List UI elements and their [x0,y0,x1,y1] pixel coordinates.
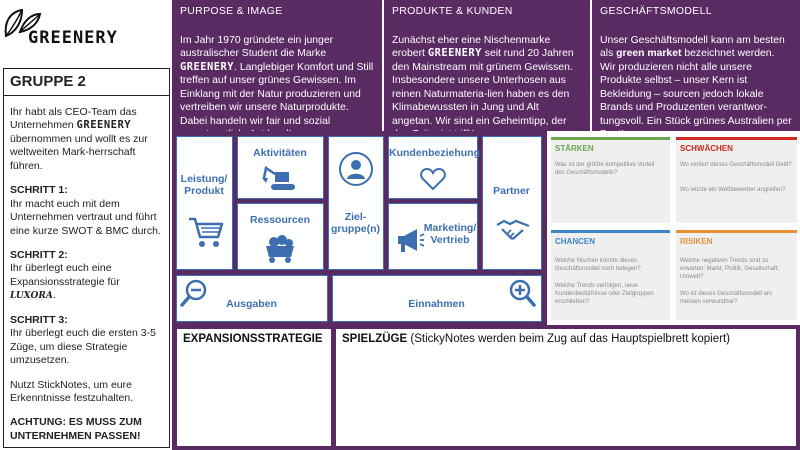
swot-schwaechen-title: SCHWÄCHEN [680,144,733,153]
geschaeft-panel [592,0,800,131]
warning-text: ACHTUNG: ES MUSS ZUM UNTERNEHMEN PASSEN! [10,416,142,443]
purpose-text: Im Jahr 1970 gründete ein junger australischer Student die Marke GREENERY. Langlebiger Komfort und Still treffen auf unser grünes Gewissen. Im Einklang mit der Natur produzieren und vertreiben wir unsere Naturprodukte. Dabei handeln wir fair und sozial [180,35,374,127]
bmc-aktivitaeten-cell[interactable] [237,136,324,199]
excavator-icon [262,164,298,192]
bmc-einnahmen-label: Einnahmen [408,298,465,310]
swot-chancen-title: CHANCEN [555,237,595,246]
bmc-leistung-label: Leistung/ Produkt [180,173,228,198]
bmc-kundenbeziehung-cell[interactable] [388,136,478,199]
swot-chancen-question-1: Welche Nischen könnte dieses Geschäftsmodell noch belegen? [555,258,641,272]
shopping-cart-icon [187,215,225,249]
sticknotes-hint: Nutzt StickNotes, um eure Erkenntnisse festzuhalten. [10,378,134,404]
swot-risiken-question-2: Wo ist dieses Geschäftsmodell am meisten verwundbar? [680,291,772,305]
expansionsstrategie-box[interactable] [177,329,331,446]
bmc-partner-label: Partner [493,185,530,197]
bmc-ausgaben-label: Ausgaben [226,298,277,310]
swot-staerken-title: STÄRKEN [555,144,594,153]
group-title: GRUPPE 2 [4,73,169,96]
swot-chancen-question-2: Welche Trends verfolgen, neue Kundenbedürfnisse oder Zielgruppen erschließen? [555,283,654,305]
bmc-ressourcen-label: Ressourcen [249,214,311,226]
bmc-marketing-cell[interactable] [388,203,478,270]
purpose-heading: PURPOSE & IMAGE [180,5,283,17]
handshake-icon [496,217,530,243]
mine-cart-icon [262,234,298,264]
purpose-panel [172,0,383,131]
swot-staerken-box[interactable] [551,137,670,223]
heart-icon [420,167,446,191]
bmc-aktivitaeten-label: Aktivitäten [253,147,307,159]
swot-schwaechen-box[interactable] [676,137,797,223]
group-intro: Ihr habt als CEO-Team das Unternehmen GREENERY übernommen und wollt es zur weltweiten Mark-herrschaft führen. [10,106,148,172]
swot-risiken-question-1: Welche negativen Trends sind zu erwarten: Markt, Politik, Gesellschaft, Umwelt? [680,258,780,280]
swot-chancen-box[interactable] [551,230,670,320]
step-1: SCHRITT 1: Ihr macht euch mit dem Unternehmen vertraut und führt eine kurze SWOT & BMC durch. [10,184,161,237]
swot-staerken-question: Was ist der größte kompetitive Vorteil des Geschäftsmodells? [555,162,655,176]
produkte-panel [384,0,590,131]
swot-risiken-box[interactable] [676,230,797,320]
spielzuege-title: SPIELZÜGE (StickyNotes werden beim Zug auf das Hauptspielbrett kopiert) [342,333,730,345]
geschaeft-text: Unser Geschäftsmodell kann am besten als green market bezeichnet werden. Wir produzieren nicht alle unsere Produkte selbst – unser Kern ist Bekleidung – sourcen jedoch lokale Brands und Produzenten verantwor-tungsvoll. Ein Stück grünes Australien per [600,35,792,127]
swot-analysis [547,131,800,325]
swot-risiken-title: RISIKEN [680,237,713,246]
bmc-ausgaben-cell[interactable] [176,275,328,322]
geschaeft-heading: GESCHÄFTSMODELL [600,5,712,17]
spielzuege-box[interactable] [336,329,796,446]
zoom-in-icon [508,279,536,307]
logo-wordmark: GREENERY [28,28,118,48]
bmc-partner-cell[interactable] [482,136,542,270]
step-3: SCHRITT 3: Ihr überlegt euch die ersten 3-5 Züge, um diese Strategie umzusetzen. [10,313,156,367]
bmc-kundenbeziehung-label: Kundenbeziehung [389,147,480,159]
group-panel [3,68,170,448]
megaphone-icon [395,226,425,254]
bmc-zielgruppe-cell[interactable] [328,136,384,270]
bmc-ressourcen-cell[interactable] [237,203,324,270]
logo [0,0,172,66]
expansionsstrategie-title: EXPANSIONSSTRATEGIE [183,333,323,345]
produkte-text: Zunächst eher eine Nischenmarke erobert GREENERY seit rund 20 Jahren den Mainstream mit grünem Gewissen. Insbesondere unsere Unterhosen aus reinen Naturmateria-lien haben es den Klimabewussten in Jung und Alt angetan. Wir sind ein Geheimtipp, der [392,35,574,127]
bmc-marketing-label: Marketing/ Vertrieb [423,222,477,247]
bmc-zielgruppe-label: Ziel-gruppe(n) [331,211,380,236]
bmc-leistung-cell[interactable] [176,136,233,270]
bmc-einnahmen-cell[interactable] [332,275,542,322]
swot-schwaechen-question-2: Wo würde ein Wettbewerber angreifen? [680,187,786,193]
user-target-icon [338,151,374,187]
swot-schwaechen-question-1: Wo verliert dieses Geschäftsmodell Geld? [680,162,792,168]
produkte-heading: PRODUKTE & KUNDEN [392,5,513,17]
step-2: SCHRITT 2: Ihr überlegt euch eine Expansionsstrategie für LUXORA. [10,248,120,302]
